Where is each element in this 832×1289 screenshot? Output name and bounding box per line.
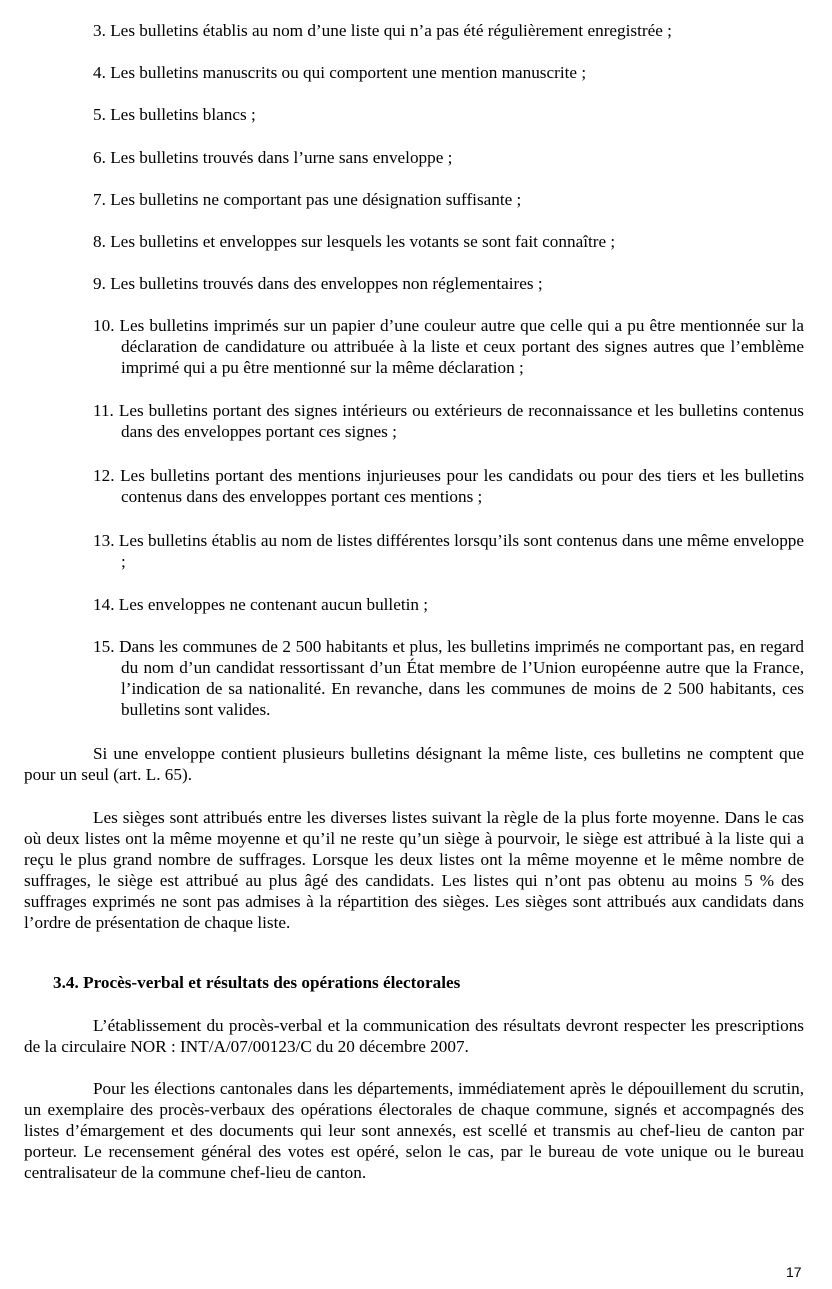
- body-paragraph: L’établissement du procès-verbal et la communication des résultats devront respecter les prescriptions de la circulaire NOR : INT/A/07/00123/C du 20 décembre 2007.: [24, 1016, 804, 1056]
- list-item-text: Les bulletins établis au nom de listes différentes lorsqu’ils sont contenus dans une même enveloppe ;: [118, 531, 805, 571]
- list-item-number: 5.: [93, 105, 106, 124]
- list-item-number: 9.: [93, 274, 106, 293]
- list-item: [93, 104, 804, 125]
- list-item-number: 10.: [93, 316, 115, 335]
- list-item: [93, 315, 804, 378]
- list-item: [93, 594, 804, 615]
- list-item-text: Les bulletins manuscrits ou qui comportent une mention manuscrite ;: [110, 63, 587, 82]
- list-item-text: Les bulletins portant des signes intérieurs ou extérieurs de reconnaissance et les bulletins contenus dans des enveloppes portant ces signes ;: [118, 401, 804, 441]
- list-item-text: Dans les communes de 2 500 habitants et plus, les bulletins imprimés ne comportant pas, en regard du nom d’un candidat ressortissant d’un État membre de l’Union européenne autre que la France, l’indication de sa nationalité. En revanche, dans les communes de moins de 2 500 habitants, ces bulletins sont valides.: [119, 637, 805, 719]
- body-paragraph: Si une enveloppe contient plusieurs bulletins désignant la même liste, ces bulletins ne comptent que pour un seul (art. L. 65).: [24, 744, 804, 784]
- list-item-number: 4.: [93, 63, 106, 82]
- list-item-text: Les enveloppes ne contenant aucun bulletin ;: [118, 595, 429, 614]
- list-item-number: 8.: [93, 232, 106, 251]
- list-item-text: Les bulletins établis au nom d’une liste qui n’a pas été régulièrement enregistrée ;: [110, 21, 672, 40]
- list-item-number: 14.: [93, 595, 115, 614]
- list-item-text: Les bulletins imprimés sur un papier d’une couleur autre que celle qui a pu être mentionnée sur la déclaration de candidature ou attribuée à la liste et ceux portant des signes autres que l’emblème imprimé qui a pu être mentionné sur la même déclaration ;: [119, 316, 804, 377]
- list-item: [93, 465, 804, 507]
- list-item-text: Les bulletins ne comportant pas une désignation suffisante ;: [110, 190, 522, 209]
- list-item-number: 11.: [93, 401, 114, 420]
- page-number: 17: [786, 1264, 802, 1280]
- list-item-number: 15.: [93, 637, 115, 656]
- list-item-text: Les bulletins blancs ;: [110, 105, 256, 124]
- list-item: [93, 231, 804, 252]
- list-item: [93, 400, 804, 442]
- list-item-number: 6.: [93, 148, 106, 167]
- list-item-number: 12.: [93, 466, 115, 485]
- list-item: [93, 147, 804, 168]
- list-item-text: Les bulletins portant des mentions injurieuses pour les candidats ou pour des tiers et les bulletins contenus dans des enveloppes portant ces mentions ;: [120, 466, 805, 506]
- list-item: [93, 636, 804, 720]
- body-paragraph: Pour les élections cantonales dans les départements, immédiatement après le dépouillement du scrutin, un exemplaire des procès-verbaux des opérations électorales de chaque commune, signés et accompagnés des listes d’émargement et des documents qui leur sont annexés, est scellé et transmis au chef-lieu de canton par porteur. Le recensement général des votes est opéré, selon le cas, par le bureau de vote unique ou le bureau centralisateur de la commune chef-lieu de canton.: [24, 1079, 804, 1182]
- list-item-text: Les bulletins trouvés dans l’urne sans enveloppe ;: [110, 148, 453, 167]
- list-item: [93, 62, 804, 83]
- section-heading: 3.4. Procès-verbal et résultats des opérations électorales: [53, 973, 461, 992]
- list-item: [93, 530, 804, 572]
- list-item-number: 3.: [93, 21, 106, 40]
- list-item-text: Les bulletins trouvés dans des enveloppes non réglementaires ;: [110, 274, 543, 293]
- list-item-number: 7.: [93, 190, 106, 209]
- list-item: [93, 189, 804, 210]
- list-item-number: 13.: [93, 531, 115, 550]
- list-item: [93, 20, 804, 41]
- list-item-text: Les bulletins et enveloppes sur lesquels les votants se sont fait connaître ;: [110, 232, 616, 251]
- body-paragraph: Les sièges sont attribués entre les diverses listes suivant la règle de la plus forte moyenne. Dans le cas où deux listes ont la même moyenne et qu’il ne reste qu’un siège à pourvoir, le siège est attribué à la liste qui a reçu le plus grand nombre de suffrages. Lorsque les deux listes ont la même moyenne et le même nombre de suffrages, le siège est attribué au plus âgé des candidats. Les listes qui n’ont pas obtenu au moins 5 % des suffrages exprimés ne sont pas admises à la répartition des sièges. Les sièges sont attribués aux candidats dans l’ordre de présentation de chaque liste.: [24, 808, 804, 932]
- list-item: [93, 273, 804, 294]
